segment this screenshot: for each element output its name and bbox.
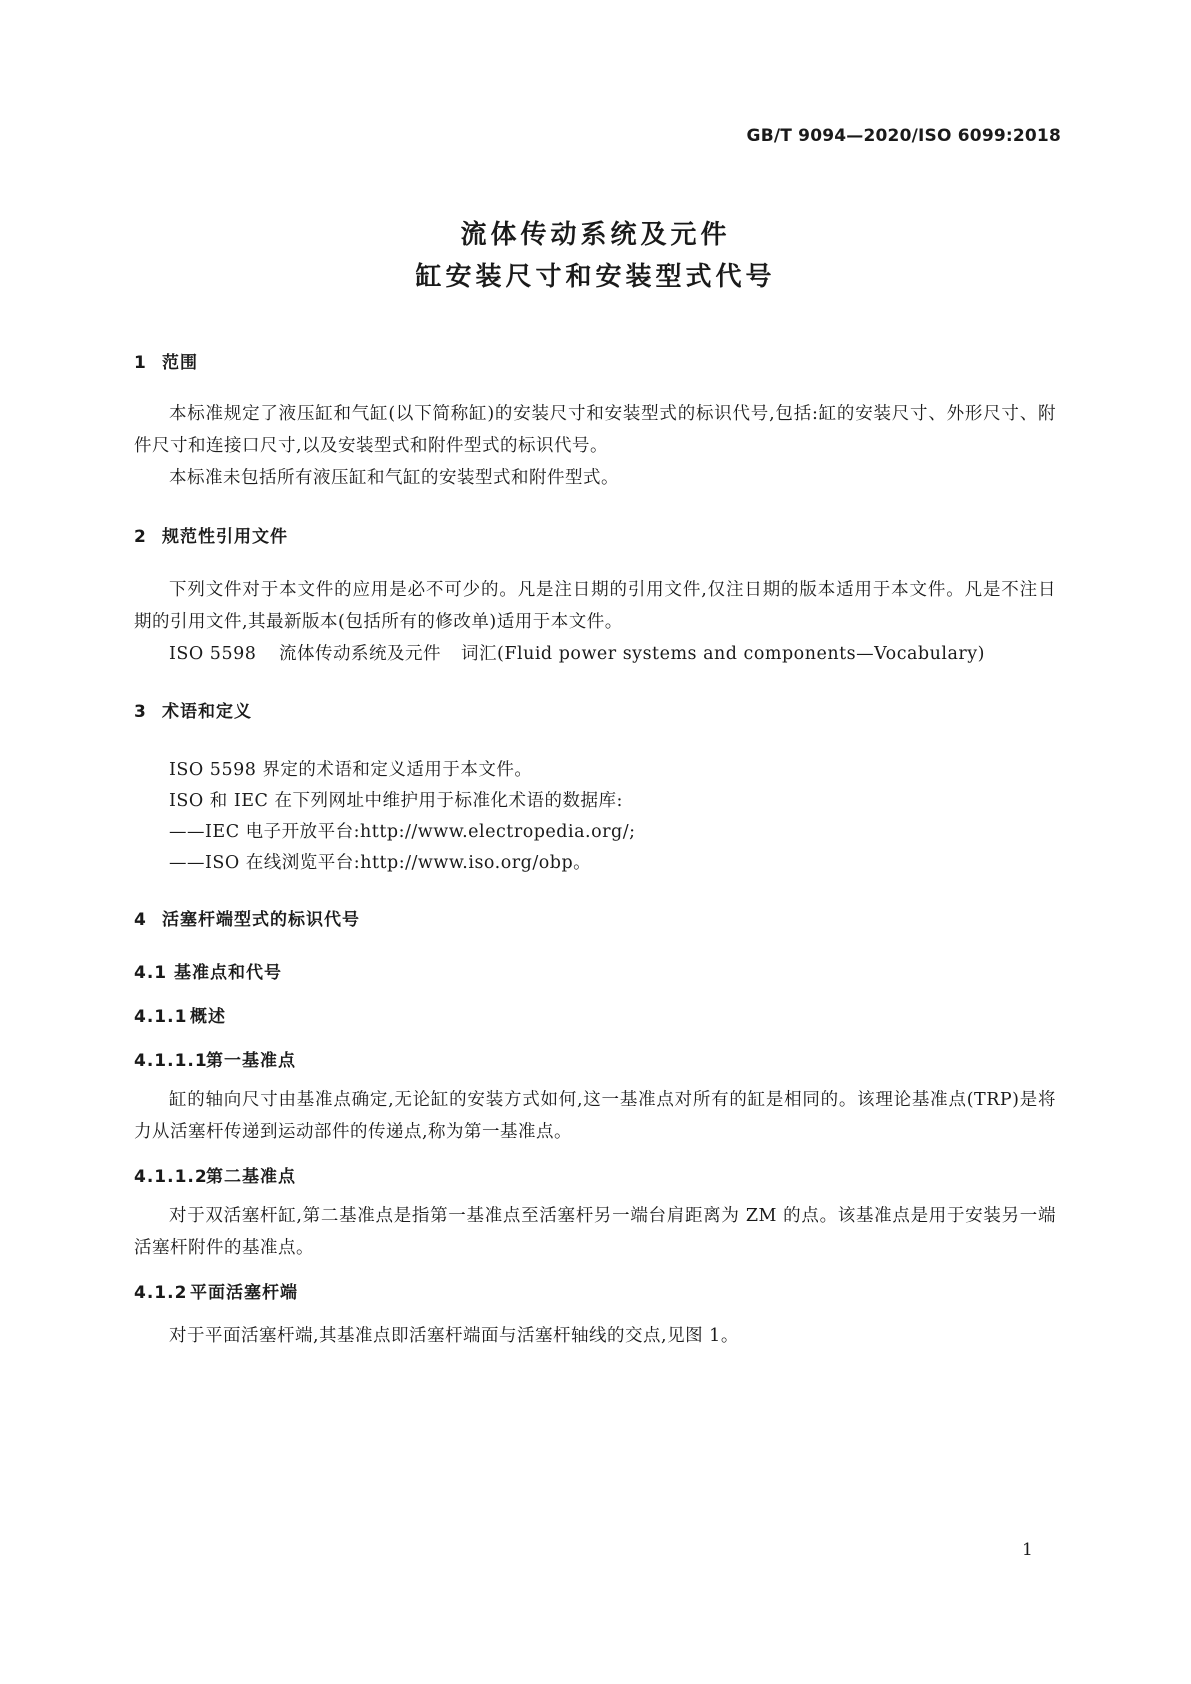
section-title: 平面活塞杆端 bbox=[190, 1283, 298, 1303]
section-number: 3 bbox=[134, 702, 147, 722]
standard-code: GB/T 9094—2020/ISO 6099:2018 bbox=[746, 126, 1061, 146]
section-3-paragraph-1: ISO 5598 界定的术语和定义适用于本文件。 bbox=[169, 760, 533, 780]
section-title: 概述 bbox=[190, 1007, 226, 1027]
section-4-1-2-heading bbox=[134, 1278, 298, 1303]
section-title: 第二基准点 bbox=[206, 1167, 296, 1187]
section-4-1-1-heading bbox=[134, 1002, 226, 1027]
section-4-1-1-1-heading bbox=[134, 1046, 296, 1071]
section-number: 1 bbox=[134, 353, 147, 373]
reference-title: 流体传动系统及元件 bbox=[279, 644, 441, 664]
section-title: 第一基准点 bbox=[206, 1051, 296, 1071]
section-4-1-1-1-paragraph: 缸的轴向尺寸由基准点确定,无论缸的安装方式如何,这一基准点对所有的缸是相同的。该理论基准点(TRP)是将力从活塞杆传递到运动部件的传递点,称为第一基准点。 bbox=[134, 1090, 1056, 1142]
section-title: 术语和定义 bbox=[162, 702, 252, 722]
section-4-heading bbox=[134, 905, 360, 930]
section-1-paragraph-2: 本标准未包括所有液压缸和气缸的安装型式和附件型式。 bbox=[169, 468, 619, 488]
section-4-1-heading bbox=[134, 958, 282, 983]
section-number: 4.1.1.2 bbox=[134, 1167, 208, 1187]
section-title: 规范性引用文件 bbox=[162, 527, 288, 547]
section-title: 活塞杆端型式的标识代号 bbox=[162, 910, 360, 930]
section-2-paragraph-1: 下列文件对于本文件的应用是必不可少的。凡是注日期的引用文件,仅注日期的版本适用于本文件。凡是不注日期的引用文件,其最新版本(包括所有的修改单)适用于本文件。 bbox=[134, 580, 1056, 632]
section-1-heading bbox=[134, 348, 198, 373]
section-number: 4 bbox=[134, 910, 147, 930]
section-title: 基准点和代号 bbox=[174, 963, 282, 983]
section-number: 4.1 bbox=[134, 963, 168, 983]
section-title: 范围 bbox=[162, 353, 198, 373]
section-2-heading bbox=[134, 522, 288, 547]
section-number: 4.1.2 bbox=[134, 1283, 188, 1303]
document-title-line-2: 缸安装尺寸和安装型式代号 bbox=[415, 262, 776, 292]
section-1-paragraph-1: 本标准规定了液压缸和气缸(以下简称缸)的安装尺寸和安装型式的标识代号,包括:缸的安装尺寸、外形尺寸、附件尺寸和连接口尺寸,以及安装型式和附件型式的标识代号。 bbox=[134, 404, 1056, 456]
reference-description: 词汇(Fluid power systems and components—Vocabulary) bbox=[461, 644, 986, 664]
normative-reference bbox=[169, 640, 985, 665]
iso-platform-item: ——ISO 在线浏览平台:http://www.iso.org/obp。 bbox=[169, 853, 592, 873]
page-number: 1 bbox=[1022, 1540, 1033, 1560]
reference-code: ISO 5598 bbox=[169, 644, 257, 664]
section-number: 4.1.1.1 bbox=[134, 1051, 208, 1071]
section-number: 4.1.1 bbox=[134, 1007, 188, 1027]
section-4-1-2-paragraph: 对于平面活塞杆端,其基准点即活塞杆端面与活塞杆轴线的交点,见图 1。 bbox=[169, 1326, 739, 1346]
section-3-heading bbox=[134, 697, 252, 722]
section-4-1-1-2-heading bbox=[134, 1162, 296, 1187]
section-3-paragraph-2: ISO 和 IEC 在下列网址中维护用于标准化术语的数据库: bbox=[169, 791, 623, 811]
section-number: 2 bbox=[134, 527, 147, 547]
iec-platform-item: ——IEC 电子开放平台:http://www.electropedia.org/; bbox=[169, 822, 636, 842]
document-title-line-1: 流体传动系统及元件 bbox=[460, 220, 731, 250]
section-4-1-1-2-paragraph: 对于双活塞杆缸,第二基准点是指第一基准点至活塞杆另一端台肩距离为 ZM 的点。该基准点是用于安装另一端活塞杆附件的基准点。 bbox=[134, 1206, 1056, 1258]
